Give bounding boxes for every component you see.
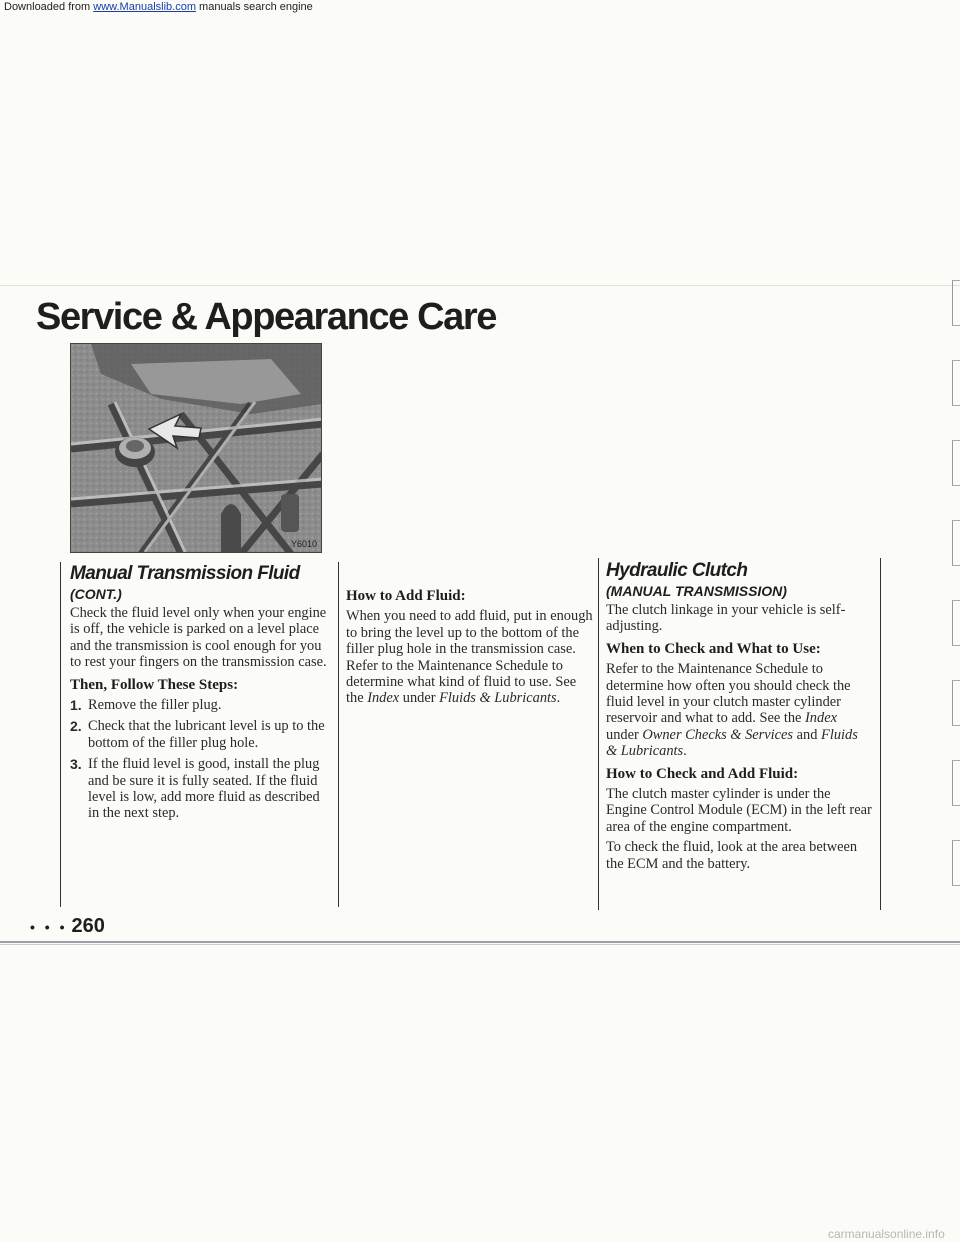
manual-transmission-section bbox=[70, 563, 332, 827]
index-ref: Index bbox=[367, 690, 400, 707]
step-number: 2. bbox=[70, 718, 82, 735]
banner-suffix: manuals search engine bbox=[195, 1, 313, 13]
index-tabs bbox=[952, 280, 960, 940]
p1-and: and bbox=[793, 726, 822, 743]
p1-text: Refer to the Maintenance Schedule to determine how often you should check the fluid level in your clutch master cylinder reservoir and what to add. See the bbox=[606, 661, 851, 727]
edge-tab bbox=[952, 520, 960, 566]
p1-index-ref: Index bbox=[805, 710, 837, 727]
end-punct: . bbox=[556, 690, 561, 707]
hydraulic-clutch-section bbox=[606, 560, 872, 876]
clutch-heading: Hydraulic Clutch bbox=[606, 560, 748, 581]
step-number: 3. bbox=[70, 756, 82, 773]
manualslib-link[interactable]: www.Manualslib.com bbox=[93, 1, 196, 13]
page-number bbox=[30, 915, 105, 938]
clutch-subhead: (MANUAL TRANSMISSION) bbox=[606, 583, 787, 599]
p1-end: . bbox=[683, 743, 687, 760]
edge-tab bbox=[952, 600, 960, 646]
add-fluid-label: How to Add Fluid: bbox=[346, 588, 466, 604]
fluids-ref: Fluids & Lubricants bbox=[439, 690, 557, 707]
check-paragraph: To check the fluid, look at the area between the ECM and the battery. bbox=[606, 839, 858, 872]
step-text: Check that the lubricant level is up to the bottom of the filler plug hole. bbox=[88, 718, 325, 751]
edge-tab bbox=[952, 280, 960, 326]
edge-tab bbox=[952, 760, 960, 806]
edge-tab bbox=[952, 360, 960, 406]
under-text: under bbox=[399, 690, 440, 707]
add-fluid-section bbox=[346, 582, 596, 711]
column-divider-middle bbox=[338, 562, 339, 907]
download-banner bbox=[0, 0, 960, 14]
step-item bbox=[70, 697, 332, 713]
step-item bbox=[70, 718, 332, 751]
step-text: Remove the filler plug. bbox=[88, 697, 222, 714]
banner-prefix: Downloaded from bbox=[4, 1, 94, 13]
column-divider-right-left bbox=[598, 558, 599, 910]
bottom-divider-thin bbox=[0, 944, 960, 945]
step-item bbox=[70, 756, 332, 822]
intro-paragraph: Check the fluid level only when your engine is off, the vehicle is parked on a level place and the transmission is cool enough for you to rest your fingers on the transmission case. bbox=[70, 605, 327, 671]
edge-tab bbox=[952, 840, 960, 886]
transmission-illustration bbox=[71, 344, 322, 553]
how-to-check-label: How to Check and Add Fluid: bbox=[606, 765, 799, 782]
section-subhead: (CONT.) bbox=[70, 586, 122, 602]
page-title: Service & Appearance Care bbox=[36, 296, 496, 338]
steps-label: Then, Follow These Steps: bbox=[70, 676, 239, 693]
footer-watermark: carmanualsonline.info bbox=[828, 1227, 945, 1241]
column-divider-right-right bbox=[880, 558, 881, 910]
section-heading: Manual Transmission Fluid bbox=[70, 563, 300, 584]
when-to-check-paragraph bbox=[606, 661, 872, 759]
edge-tab bbox=[952, 680, 960, 726]
location-paragraph: The clutch master cylinder is under the Engine Control Module (ECM) in the left rear area of the engine compartment. bbox=[606, 786, 872, 835]
p1-fluids-ref: Fluids & Lubricants bbox=[606, 726, 858, 760]
step-text: If the fluid level is good, install the plug and be sure it is fully seated. If the fluid level is low, add more fluid as described in the next step. bbox=[88, 756, 320, 822]
p1-owner-checks-ref: Owner Checks & Services bbox=[642, 726, 794, 743]
step-number: 1. bbox=[70, 697, 82, 714]
bottom-divider bbox=[0, 941, 960, 943]
when-to-check-label: When to Check and What to Use: bbox=[606, 640, 821, 657]
add-fluid-body: When you need to add fluid, put in enough to bring the level up to the bottom of the filler plug hole in the transmission case. Refer to the Maintenance Schedule to determine what kind of fluid to use. See the bbox=[346, 608, 593, 707]
transmission-photo bbox=[70, 343, 322, 553]
add-fluid-paragraph bbox=[346, 608, 596, 706]
column-bar-left bbox=[60, 562, 61, 907]
page-dots: • • • bbox=[30, 919, 68, 935]
top-divider bbox=[0, 285, 960, 286]
photo-code: Y6010 bbox=[290, 539, 317, 549]
clutch-intro: The clutch linkage in your vehicle is self-adjusting. bbox=[606, 602, 846, 635]
edge-tab bbox=[952, 440, 960, 486]
page-number-value: 260 bbox=[71, 915, 105, 937]
p1-under: under bbox=[606, 726, 643, 743]
